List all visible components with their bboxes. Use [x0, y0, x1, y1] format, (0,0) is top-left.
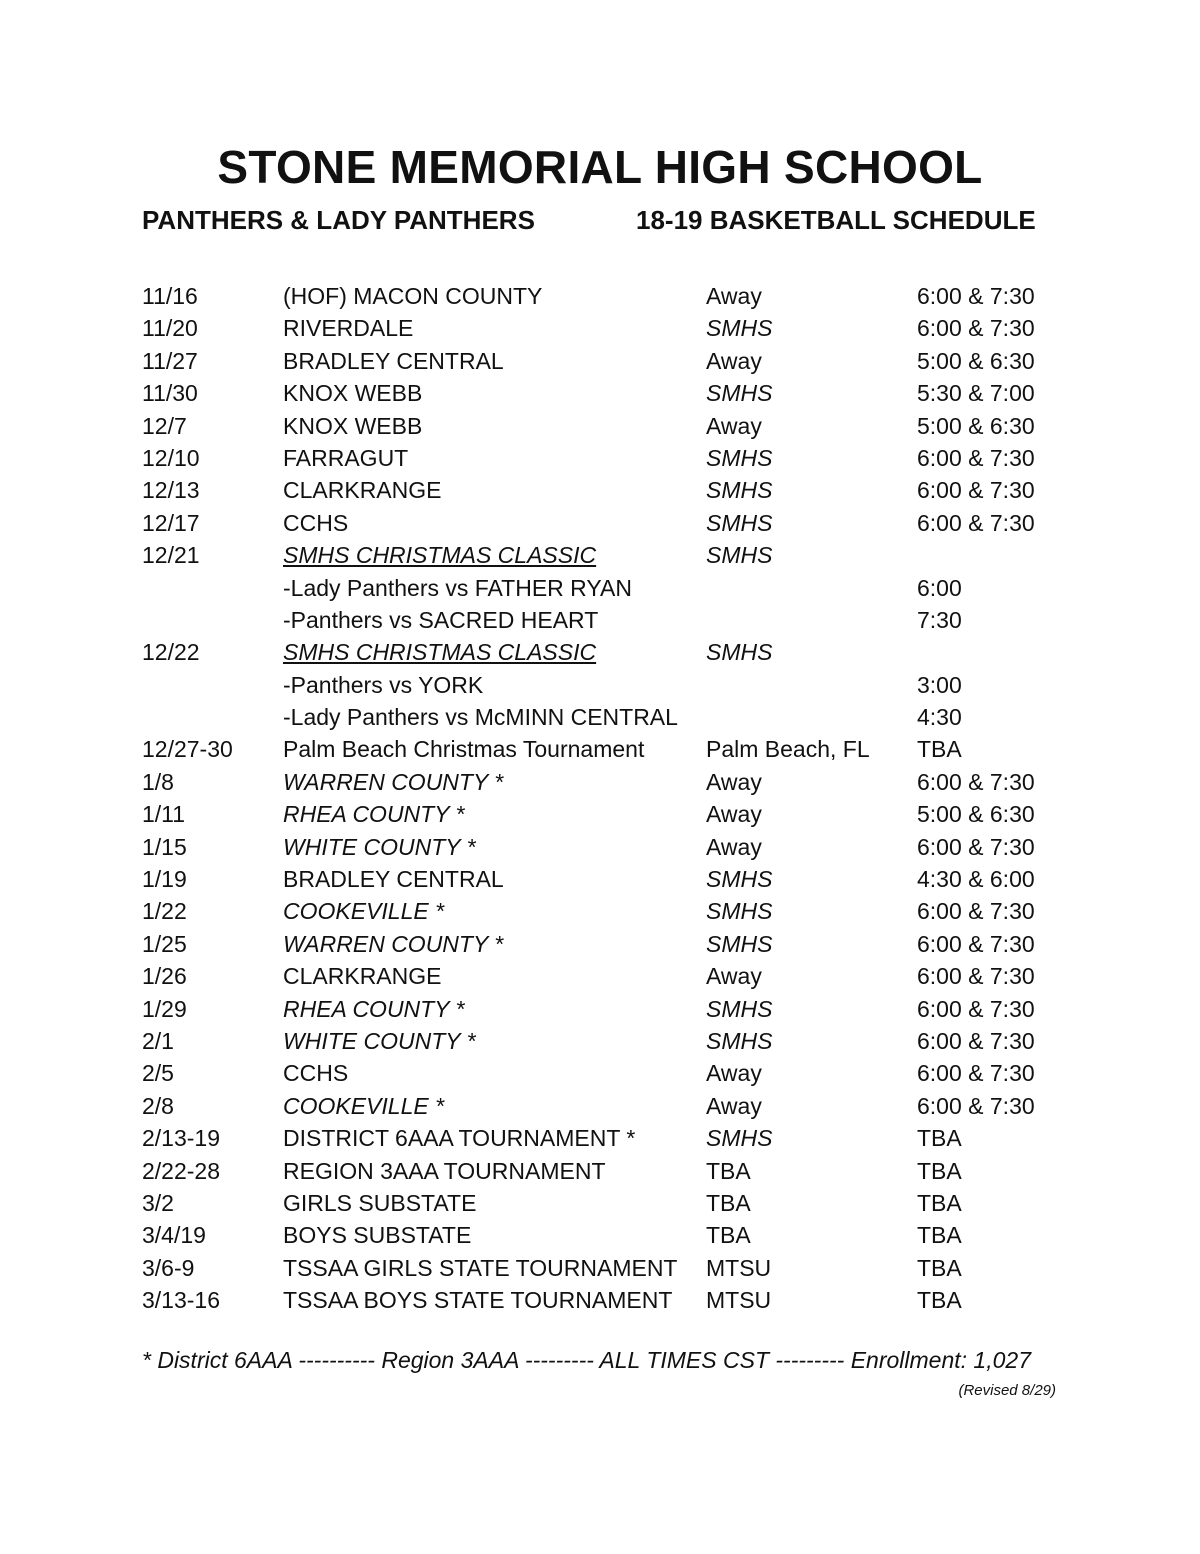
game-date: 12/17: [142, 509, 200, 536]
game-date: 1/25: [142, 930, 187, 957]
game-date: 2/22-28: [142, 1157, 221, 1184]
game-time: 6:00 & 7:30: [917, 477, 1035, 504]
schedule-row: [142, 507, 1082, 539]
schedule-row: [142, 1187, 1082, 1219]
game-date: 1/19: [142, 866, 187, 893]
game-time: 6:00: [917, 574, 962, 601]
game-time: 6:00 & 7:30: [917, 898, 1035, 925]
game-opponent: GIRLS SUBSTATE: [283, 1189, 477, 1216]
game-time: TBA: [917, 1287, 962, 1314]
schedule-row: [142, 1025, 1082, 1057]
game-time: 6:00 & 7:30: [917, 930, 1035, 957]
schedule-row: [142, 636, 1082, 668]
game-opponent: RHEA COUNTY *: [283, 995, 465, 1022]
schedule-row: [142, 474, 1082, 506]
schedule-row: [142, 798, 1082, 830]
game-location: Away: [706, 1060, 762, 1087]
game-date: 1/15: [142, 833, 187, 860]
game-time: 6:00 & 7:30: [917, 1060, 1035, 1087]
game-opponent: RHEA COUNTY *: [283, 801, 465, 828]
game-time: TBA: [917, 736, 962, 763]
game-opponent: SMHS CHRISTMAS CLASSIC: [283, 542, 597, 569]
game-date: 3/6-9: [142, 1254, 195, 1281]
game-time: 6:00 & 7:30: [917, 995, 1035, 1022]
schedule-row: [142, 863, 1082, 895]
game-time: 6:00 & 7:30: [917, 1092, 1035, 1119]
game-opponent: TSSAA GIRLS STATE TOURNAMENT: [283, 1254, 678, 1281]
game-location: TBA: [706, 1157, 751, 1184]
game-opponent: SMHS CHRISTMAS CLASSIC: [283, 639, 597, 666]
game-time: 6:00 & 7:30: [917, 509, 1035, 536]
game-location: SMHS: [706, 898, 773, 925]
game-location: Palm Beach, FL: [706, 736, 870, 763]
game-opponent: BRADLEY CENTRAL: [283, 347, 504, 374]
game-location: Away: [706, 347, 762, 374]
game-time: 6:00 & 7:30: [917, 1027, 1035, 1054]
game-date: 11/20: [142, 315, 198, 342]
schedule-row: [142, 572, 1082, 604]
game-date: 11/27: [142, 347, 198, 374]
game-time: TBA: [917, 1157, 962, 1184]
schedule-row: [142, 442, 1082, 474]
game-date: 12/10: [142, 444, 200, 471]
schedule-row: [142, 1252, 1082, 1284]
game-opponent: KNOX WEBB: [283, 380, 423, 407]
schedule-subtitle: 18-19 BASKETBALL SCHEDULE: [636, 205, 1036, 235]
game-location: MTSU: [706, 1254, 772, 1281]
schedule-row: [142, 1057, 1082, 1089]
game-opponent: CCHS: [283, 509, 349, 536]
game-opponent: WHITE COUNTY *: [283, 833, 476, 860]
game-opponent: -Panthers vs SACRED HEART: [283, 606, 599, 633]
game-opponent: TSSAA BOYS STATE TOURNAMENT: [283, 1287, 673, 1314]
game-time: 5:30 & 7:00: [917, 380, 1035, 407]
game-time: 6:00 & 7:30: [917, 768, 1035, 795]
game-opponent: CLARKRANGE: [283, 477, 442, 504]
schedule-row: [142, 280, 1082, 312]
game-location: SMHS: [706, 315, 773, 342]
schedule-row: [142, 733, 1082, 765]
game-date: 12/22: [142, 639, 200, 666]
schedule-row: [142, 1090, 1082, 1122]
schedule-table: [142, 280, 1082, 1317]
revised-date: (Revised 8/29): [958, 1382, 1056, 1399]
game-date: 2/13-19: [142, 1125, 221, 1152]
game-date: 11/30: [142, 380, 198, 407]
schedule-row: [142, 1219, 1082, 1251]
game-time: 3:00: [917, 671, 962, 698]
game-opponent: WARREN COUNTY *: [283, 930, 504, 957]
game-time: 4:30 & 6:00: [917, 866, 1035, 893]
schedule-row: [142, 895, 1082, 927]
game-date: 2/8: [142, 1092, 174, 1119]
game-opponent: -Lady Panthers vs FATHER RYAN: [283, 574, 632, 601]
game-location: SMHS: [706, 930, 773, 957]
game-date: 3/2: [142, 1189, 174, 1216]
game-date: 1/11: [142, 801, 186, 828]
game-date: 12/7: [142, 412, 187, 439]
game-location: SMHS: [706, 995, 773, 1022]
game-location: TBA: [706, 1222, 751, 1249]
schedule-row: [142, 539, 1082, 571]
game-opponent: WARREN COUNTY *: [283, 768, 504, 795]
game-date: 2/5: [142, 1060, 174, 1087]
schedule-row: [142, 960, 1082, 992]
game-location: Away: [706, 1092, 762, 1119]
game-time: 6:00 & 7:30: [917, 963, 1035, 990]
schedule-row: [142, 993, 1082, 1025]
schedule-row: [142, 766, 1082, 798]
game-opponent: REGION 3AAA TOURNAMENT: [283, 1157, 606, 1184]
game-location: SMHS: [706, 1125, 773, 1152]
game-opponent: RIVERDALE: [283, 315, 414, 342]
game-time: 6:00 & 7:30: [917, 833, 1035, 860]
page-title: STONE MEMORIAL HIGH SCHOOL: [217, 141, 983, 193]
game-opponent: (HOF) MACON COUNTY: [283, 283, 543, 309]
game-date: 1/8: [142, 768, 174, 795]
game-opponent: KNOX WEBB: [283, 412, 423, 439]
game-location: SMHS: [706, 380, 773, 407]
game-date: 12/21: [142, 542, 200, 569]
footer-note: * District 6AAA ---------- Region 3AAA --------- ALL TIMES CST --------- Enrollment: 1,027: [142, 1347, 1031, 1373]
game-location: SMHS: [706, 866, 773, 893]
team-subtitle: PANTHERS & LADY PANTHERS: [142, 205, 535, 235]
game-time: 5:00 & 6:30: [917, 801, 1035, 828]
game-location: Away: [706, 768, 762, 795]
schedule-row: [142, 1155, 1082, 1187]
game-time: TBA: [917, 1189, 962, 1216]
schedule-row: [142, 345, 1082, 377]
game-opponent: BRADLEY CENTRAL: [283, 866, 504, 893]
game-location: MTSU: [706, 1287, 772, 1314]
game-opponent: DISTRICT 6AAA TOURNAMENT *: [283, 1125, 636, 1152]
game-date: 3/4/19: [142, 1222, 206, 1249]
schedule-row: [142, 410, 1082, 442]
game-location: Away: [706, 801, 762, 828]
game-location: Away: [706, 833, 762, 860]
game-location: TBA: [706, 1189, 751, 1216]
game-opponent: Palm Beach Christmas Tournament: [283, 736, 645, 763]
game-opponent: CCHS: [283, 1060, 349, 1087]
game-opponent: WHITE COUNTY *: [283, 1027, 476, 1054]
schedule-row: [142, 1122, 1082, 1154]
game-opponent: CLARKRANGE: [283, 963, 442, 990]
game-location: Away: [706, 283, 762, 309]
game-location: Away: [706, 963, 762, 990]
game-date: 12/27-30: [142, 736, 233, 763]
game-location: SMHS: [706, 639, 773, 666]
game-time: 5:00 & 6:30: [917, 347, 1035, 374]
game-date: 1/26: [142, 963, 187, 990]
game-time: 6:00 & 7:30: [917, 283, 1035, 309]
schedule-row: [142, 701, 1082, 733]
game-time: 6:00 & 7:30: [917, 315, 1035, 342]
schedule-row: [142, 669, 1082, 701]
game-location: SMHS: [706, 477, 773, 504]
game-opponent: COOKEVILLE *: [283, 1092, 445, 1119]
game-date: 3/13-16: [142, 1287, 221, 1314]
game-location: SMHS: [706, 542, 773, 569]
game-date: 2/1: [142, 1027, 174, 1054]
game-time: TBA: [917, 1125, 962, 1152]
game-location: Away: [706, 412, 762, 439]
game-location: SMHS: [706, 444, 773, 471]
game-opponent: COOKEVILLE *: [283, 898, 445, 925]
game-opponent: FARRAGUT: [283, 444, 409, 471]
game-time: 5:00 & 6:30: [917, 412, 1035, 439]
game-time: 7:30: [917, 606, 962, 633]
game-location: SMHS: [706, 509, 773, 536]
schedule-row: [142, 831, 1082, 863]
schedule-row: [142, 928, 1082, 960]
game-time: TBA: [917, 1254, 962, 1281]
game-date: 12/13: [142, 477, 200, 504]
game-time: 6:00 & 7:30: [917, 444, 1035, 471]
game-time: TBA: [917, 1222, 962, 1249]
game-date: 11/16: [142, 283, 198, 309]
game-date: 1/29: [142, 995, 187, 1022]
game-date: 1/22: [142, 898, 187, 925]
schedule-row: [142, 604, 1082, 636]
game-opponent: -Panthers vs YORK: [283, 671, 484, 698]
schedule-row: [142, 312, 1082, 344]
schedule-row: [142, 377, 1082, 409]
game-location: SMHS: [706, 1027, 773, 1054]
game-opponent: -Lady Panthers vs McMINN CENTRAL: [283, 704, 678, 731]
game-opponent: BOYS SUBSTATE: [283, 1222, 472, 1249]
schedule-row: [142, 1284, 1082, 1316]
game-time: 4:30: [917, 704, 962, 731]
